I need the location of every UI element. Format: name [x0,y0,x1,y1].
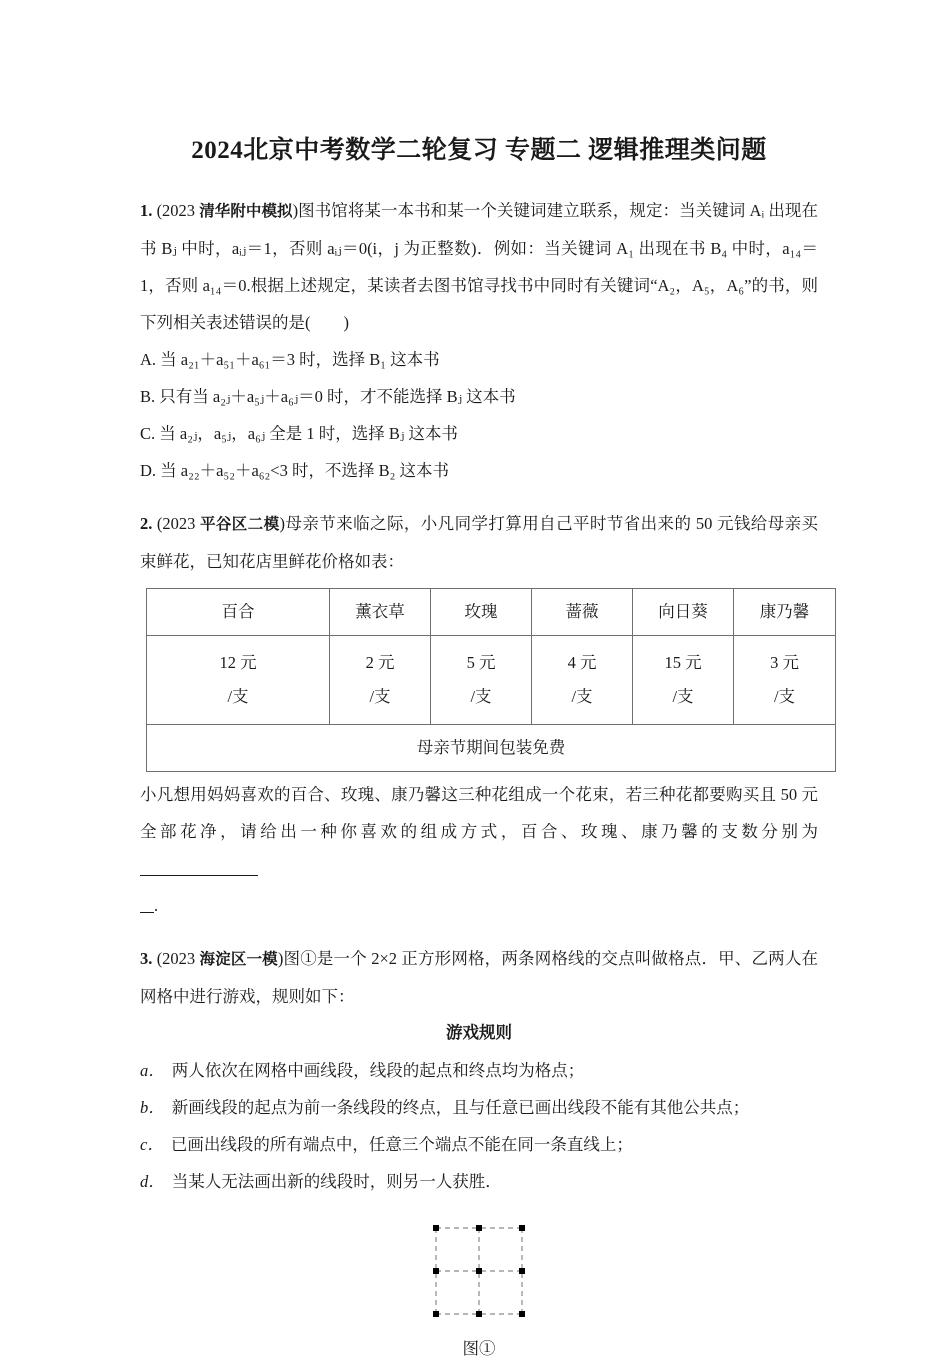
price-unit: /支 [470,687,492,706]
problem-3-stem [140,940,818,1015]
problem-1-source-name: 清华附中模拟 [199,203,293,220]
price-amount: 15 元 [664,653,702,672]
problem-2-question-tail [140,887,818,924]
price-unit: /支 [227,687,249,706]
problem-1-stem [140,192,818,341]
problem-2-question [140,776,818,887]
figure-caption: 图① [462,1339,496,1358]
problem-3-stem-text: 图①是一个 2×2 正方形网格，两条网格线的交点叫做格点．甲、乙两人在网格中进行游戏，规则如下： [140,949,818,1006]
problem-1-option-b: B. 只有当 a₂ⱼ＋a₅ⱼ＋a₆ⱼ＝0 时，才不能选择 Bⱼ 这本书 [140,387,516,406]
price-unit: /支 [369,687,391,706]
problem-1-option-a: A. 当 a₂₁＋a₅₁＋a₆₁＝3 时，选择 B₁ 这本书 [140,350,440,369]
flower-name-cell: 薰衣草 [330,589,431,636]
price-amount: 12 元 [219,653,257,672]
problem-1 [140,192,818,489]
price-unit: /支 [571,687,593,706]
problem-1-source-prefix: (2023 [156,201,200,220]
problem-1-option-d: D. 当 a₂₂＋a₅₂＋a₆₂<3 时，不选择 B₂ 这本书 [140,461,449,480]
answer-blank[interactable] [140,861,258,876]
game-rule-c [140,1126,818,1163]
flower-price-cell [431,636,532,725]
price-unit: /支 [672,687,694,706]
game-rule-text: 当某人无法画出新的线段时，则另一人获胜． [171,1172,502,1191]
game-rule-text: 两人依次在网格中画线段，线段的起点和终点均为格点； [171,1061,585,1080]
flower-name-cell: 玫瑰 [431,589,532,636]
price-amount: 2 元 [365,653,395,672]
problem-3-source-name: 海淀区一模 [199,951,278,968]
problem-3-number: 3. [140,949,153,968]
game-rule-label: d． [140,1172,165,1191]
price-amount: 3 元 [770,653,799,672]
game-rule-b [140,1089,818,1126]
problem-2-period: . [154,896,159,915]
flower-price-cell [147,636,330,725]
flower-price-cell [633,636,734,725]
square-grid-figure [430,1222,528,1320]
table-row-flower-prices [147,636,836,725]
flower-name-cell: 蔷薇 [532,589,633,636]
flower-name-cell: 向日葵 [633,589,734,636]
problem-1-number: 1. [140,201,153,220]
game-rules-heading: 游戏规则 [446,1024,512,1042]
table-row-flower-names [147,589,836,636]
problem-1-source-suffix: ) [292,201,299,220]
problem-1-stem-text: 图书馆将某一本书和某一个关键词建立联系，规定：当关键词 Aᵢ 出现在书 Bⱼ 中时，aᵢⱼ＝1，否则 aᵢⱼ＝0(i，j 为正整数)．例如：当关键词 A₁ 出现在书 B₄ 中时，a₁₄＝1，否则 a₁₄＝0.根据上述规定，某读者去图书馆寻找书中同时有关键词“A₂，A₅，A₆”的书，则下列相关表述错误的是( ) [140,201,818,332]
problem-1-option-c: C. 当 a₂ⱼ，a₅ⱼ，a₆ⱼ 全是 1 时，选择 Bⱼ 这本书 [140,424,458,443]
flower-price-cell [330,636,431,725]
problem-3-source-prefix: (2023 [156,949,200,968]
flower-name-cell: 百合 [147,589,330,636]
game-rule-label: b． [140,1098,165,1117]
table-row-note [147,725,836,772]
price-amount: 4 元 [567,653,597,672]
game-rule-d [140,1163,818,1200]
problem-3 [140,940,818,1359]
problem-2 [140,505,818,924]
game-rule-a [140,1052,818,1089]
problem-2-stem-text: 母亲节来临之际，小凡同学打算用自己平时节省出来的 50 元钱给母亲买束鲜花，已知花店里鲜花价格如表： [140,514,819,571]
packaging-note: 母亲节期间包装免费 [147,725,836,772]
problem-2-stem [140,505,818,580]
game-rule-text: 新画线段的起点为前一条线段的终点，且与任意已画出线段不能有其他公共点； [171,1098,750,1117]
problem-2-question-text: 小凡想用妈妈喜欢的百合、玫瑰、康乃馨这三种花组成一个花束，若三种花都要购买且 50 元全部花净，请给出一种你喜欢的组成方式，百合、玫瑰、康乃馨的支数分别为 [140,785,818,841]
problem-2-source-name: 平谷区二模 [199,516,280,533]
problem-3-source-suffix: ) [277,949,284,968]
game-rule-text: 已画出线段的所有端点中，任意三个端点不能在同一条直线上； [170,1135,633,1154]
price-amount: 5 元 [466,653,496,672]
flower-price-table [146,588,836,772]
answer-blank-continued[interactable] [140,898,154,913]
problem-2-source-suffix: ) [279,514,286,533]
price-unit: /支 [773,687,796,706]
flower-price-cell [532,636,633,725]
problem-2-number: 2. [140,514,153,533]
flower-price-cell [734,636,836,725]
figure-1 [140,1222,818,1359]
game-rule-label: a． [140,1061,165,1080]
game-rule-label: c． [140,1135,164,1154]
problem-2-source-prefix: (2023 [156,514,200,533]
flower-name-cell: 康乃馨 [734,589,836,636]
page-title: 2024北京中考数学二轮复习 专题二 逻辑推理类问题 [191,137,767,164]
